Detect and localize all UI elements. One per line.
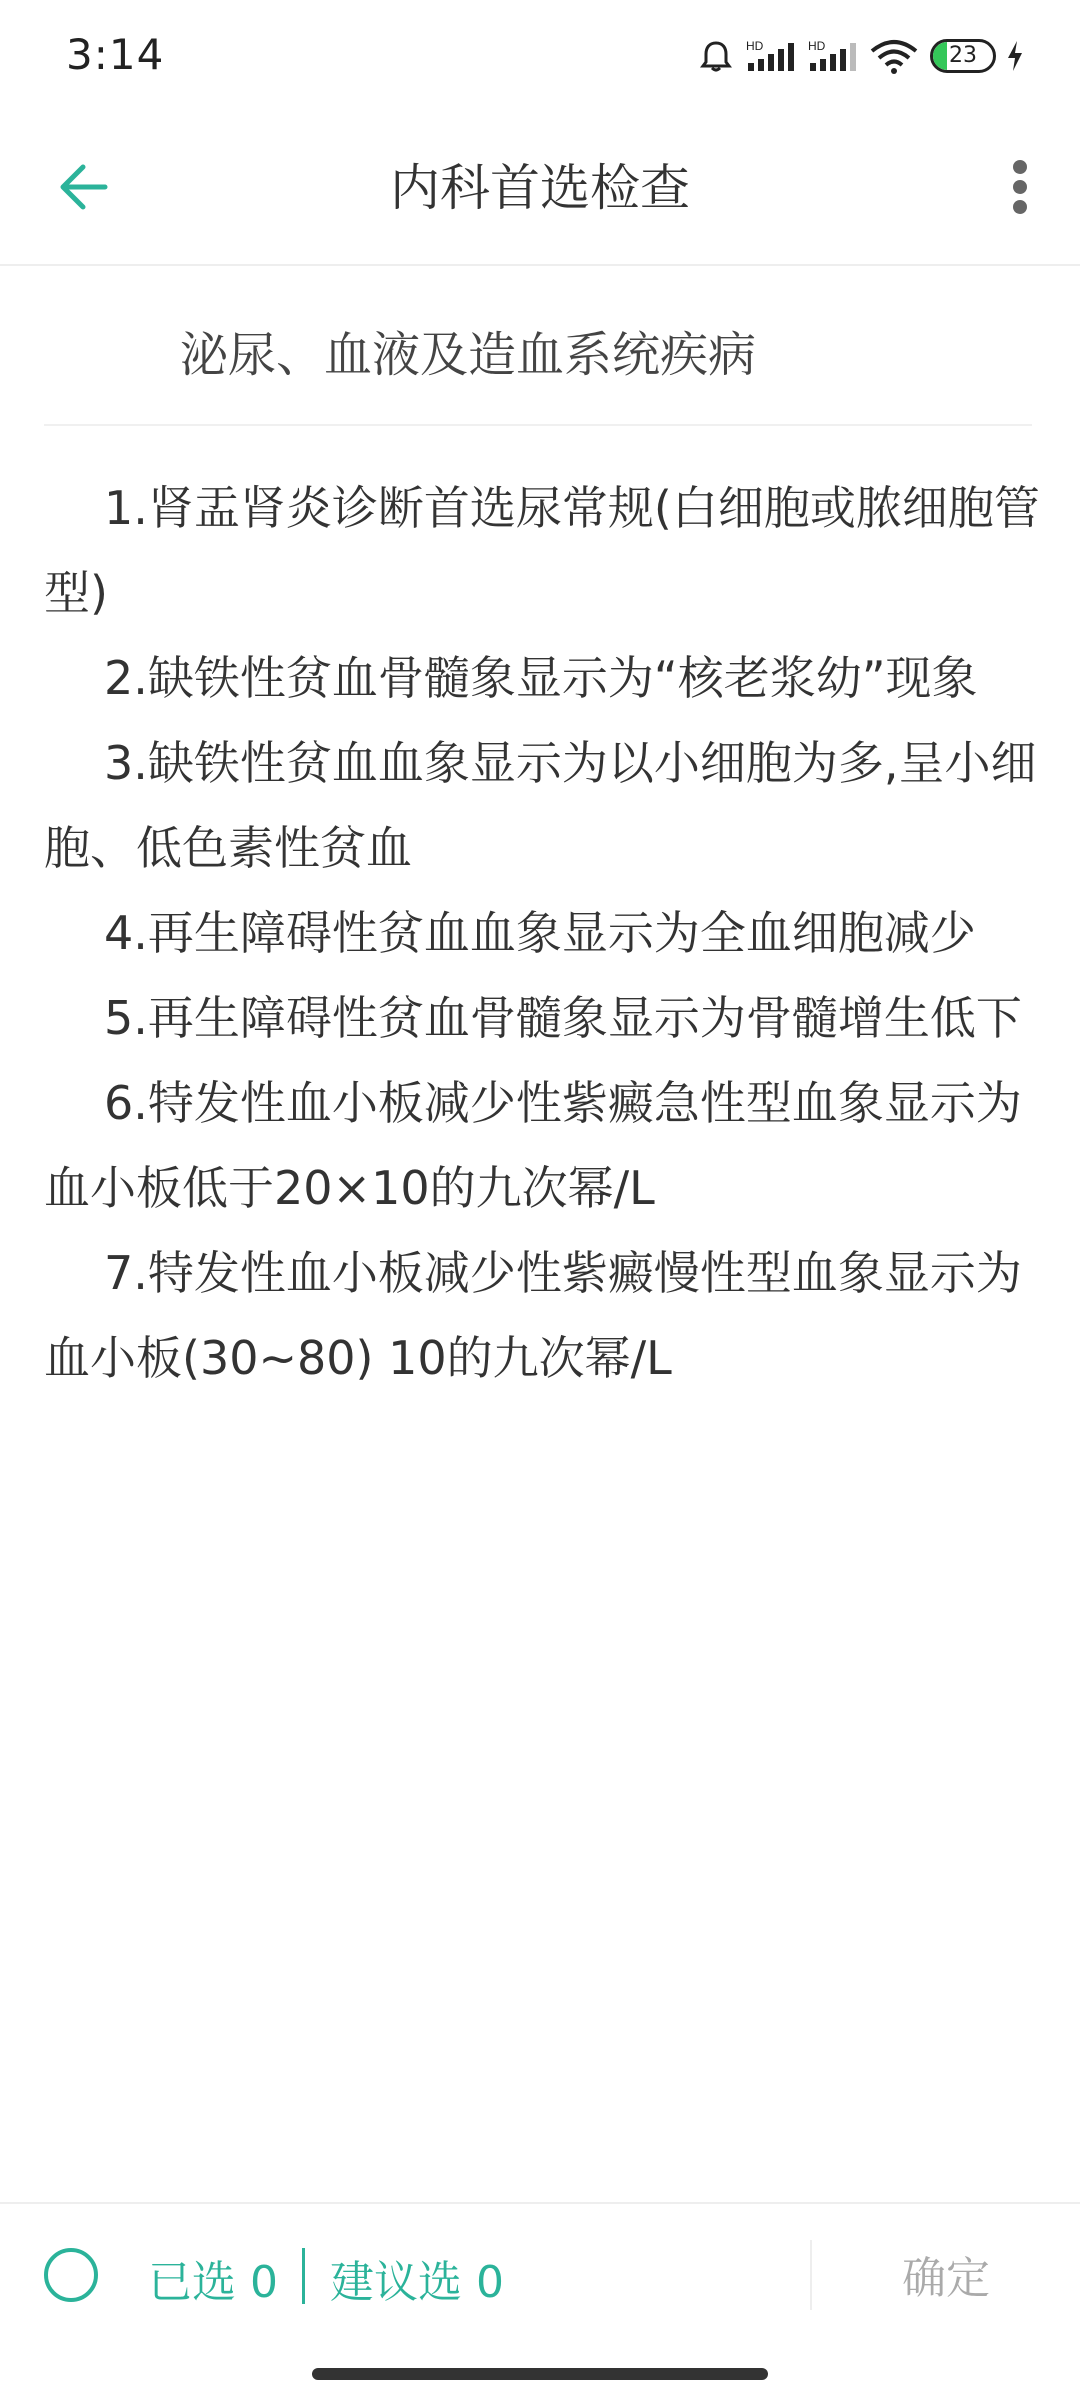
more-vertical-icon [1010,157,1030,221]
list-item: 6.特发性血小板减少性紫癜急性型血象显示为血小板低于20×10的九次幂/L [44,1076,1022,1215]
list-item: 3.缺铁性贫血血象显示为以小细胞为多,呈小细胞、低色素性贫血 [44,736,1037,875]
app-header [0,110,1080,266]
section-heading-text: 泌尿、血液及造血系统疾病 [180,327,757,383]
list-item: 7.特发性血小板减少性紫癜慢性型血象显示为血小板(30~80) 10的九次幂/L [44,1246,1022,1385]
battery-fill [933,42,947,70]
battery-level: 23 [949,43,977,68]
list-item: 5.再生障碍性贫血骨髓象显示为骨髓增生低下 [104,991,1022,1045]
status-time: 3:14 [66,30,165,79]
more-button[interactable] [1000,154,1040,224]
suggest-count[interactable]: 建议选 0 [330,2257,504,2308]
wifi-icon [868,37,920,75]
list-item: 4.再生障碍性贫血血象显示为全血细胞减少 [104,906,976,960]
page-title: 内科首选检查 [390,159,690,217]
list-item: 1.肾盂肾炎诊断首选尿常规(白细胞或脓细胞管型) [44,481,1040,620]
section-heading [44,266,1032,426]
status-icons [698,32,1024,80]
bottom-bar [0,2202,1080,2344]
exam-list [44,466,1040,1401]
status-bar [0,0,1080,110]
confirm-button[interactable]: 确定 [902,2253,990,2304]
svg-text:HD: HD [746,39,764,53]
svg-text:HD: HD [808,39,826,53]
selected-count: 已选 0 [148,2257,278,2308]
hd-signal-icon [806,37,858,75]
hd-signal-icon [744,37,796,75]
list-item: 2.缺铁性贫血骨髓象显示为“核老浆幼”现象 [104,651,978,705]
bottom-divider [302,2248,305,2304]
alarm-icon [698,38,734,74]
charging-icon [1006,39,1024,73]
battery-icon [930,39,996,73]
home-indicator[interactable] [312,2368,768,2380]
select-all-checkbox[interactable] [44,2248,98,2302]
